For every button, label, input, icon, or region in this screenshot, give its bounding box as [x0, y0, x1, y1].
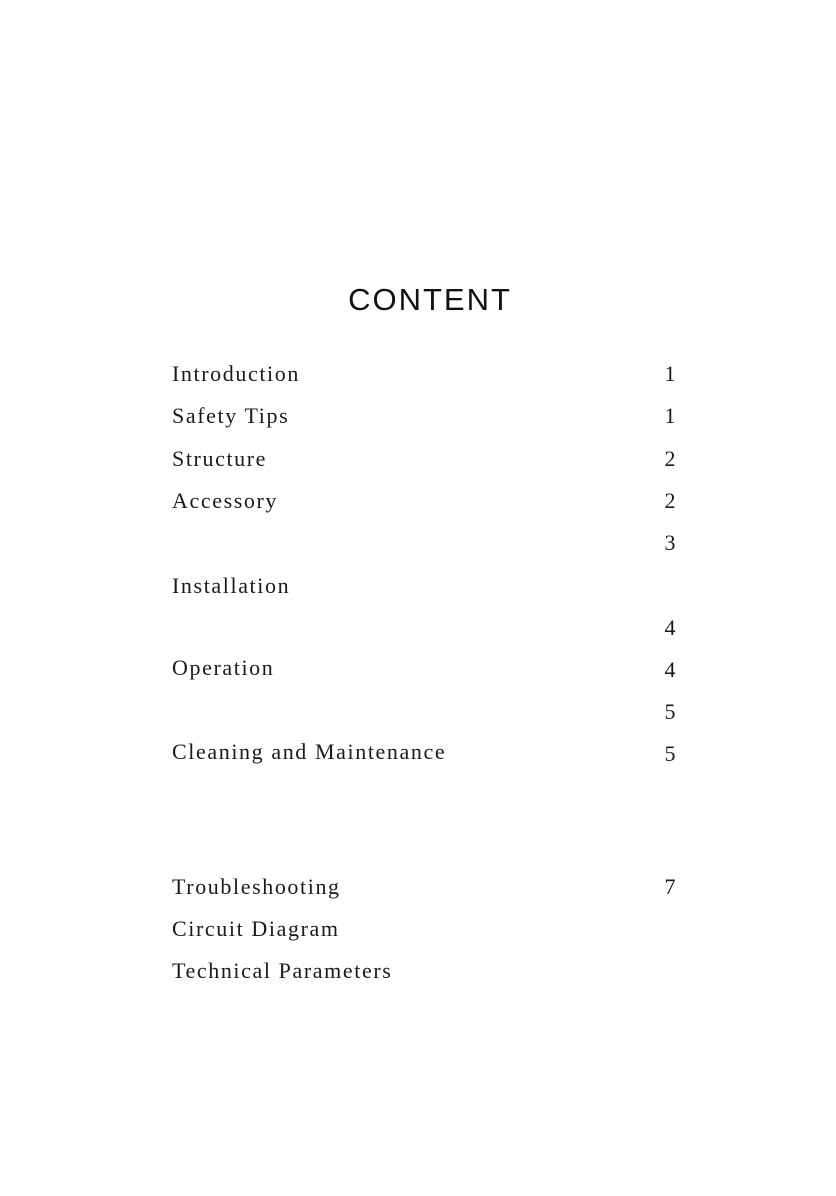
page-number: 3 — [664, 530, 676, 555]
toc-entry-operation: Operation — [172, 655, 275, 680]
page-number: 4 — [664, 615, 676, 640]
page-number: 1 — [664, 403, 676, 428]
toc-entry-troubleshooting: Troubleshooting — [172, 874, 341, 899]
page-number: 7 — [664, 874, 676, 899]
toc-entry-structure: Structure — [172, 446, 268, 471]
toc-entry-installation: Installation — [172, 573, 291, 598]
page-number: 5 — [664, 741, 676, 766]
toc-entry-technical-parameters: Technical Parameters — [172, 958, 393, 983]
toc-entry-cleaning-and-maintenance: Cleaning and Maintenance — [172, 739, 447, 764]
toc-entry-circuit-diagram: Circuit Diagram — [172, 916, 340, 941]
toc-entry-safety-tips: Safety Tips — [172, 403, 290, 428]
page-number: 2 — [664, 488, 676, 513]
page-number: 4 — [664, 657, 676, 682]
toc-entry-accessory: Accessory — [172, 488, 279, 513]
page-number: 1 — [664, 361, 676, 386]
page-number: 5 — [664, 699, 676, 724]
page-title: CONTENT — [348, 282, 512, 317]
toc-entry-introduction: Introduction — [172, 361, 300, 386]
page-number: 2 — [664, 446, 676, 471]
